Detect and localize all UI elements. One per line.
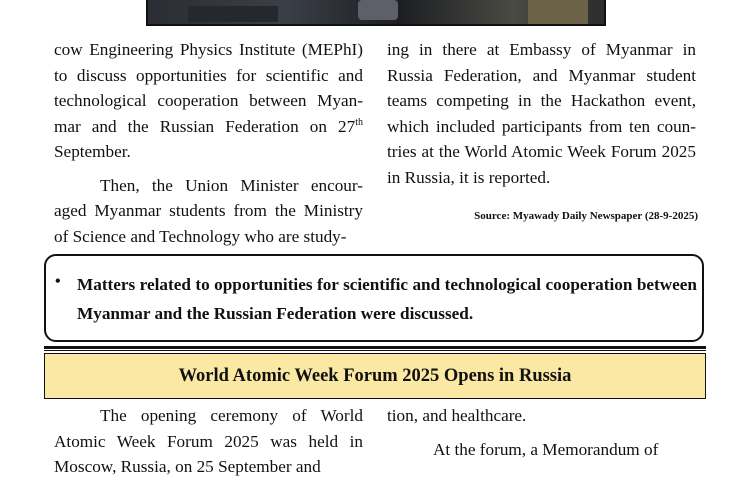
article2-column-left <box>54 403 363 480</box>
section-divider <box>44 346 706 349</box>
article1-paragraph: Then, the Union Minister encour-aged Myanmar students from the Ministry of Science and Technology who are study- <box>54 175 363 246</box>
article2-headline <box>44 353 706 399</box>
article1-column-right <box>387 37 696 190</box>
article2-paragraph: At the forum, a Memorandum of <box>433 439 659 459</box>
source-credit: Source: Myawady Daily Newspaper (28-9-2025) <box>474 210 698 222</box>
article2-paragraph: tion, and healthcare. <box>387 406 527 425</box>
article1-paragraph: ing in there at Embassy of Myanmar in Russia Federation, and Myanmar student teams competing in the Hackathon event, which included participants from ten coun-tries at the World Atomic Week Forum 2025 in Russia, it is reported. <box>387 40 696 187</box>
article2-column-right <box>387 403 696 462</box>
summary-callout-box <box>44 254 704 342</box>
article-photo <box>146 0 606 26</box>
callout-text: Matters related to opportunities for scientific and technological cooperation between Myanmar and the Russian Federation were discussed. <box>77 275 697 323</box>
article2-paragraph: The opening ceremony of World Atomic Week Forum 2025 was held in Moscow, Russia, on 25 September and <box>54 406 363 476</box>
date-ordinal-suffix: th <box>355 116 363 128</box>
article1-paragraph: cow Engineering Physics Institute (MEPhI) to discuss opportunities for scientific and technological cooperation between Myan-mar and the Russian Federation on 27th September. <box>54 40 363 161</box>
headline-text: World Atomic Week Forum 2025 Opens in Russia <box>178 365 572 386</box>
section-divider-thin <box>44 350 706 351</box>
article1-column-left <box>54 37 363 249</box>
bullet-icon: • <box>55 273 61 290</box>
